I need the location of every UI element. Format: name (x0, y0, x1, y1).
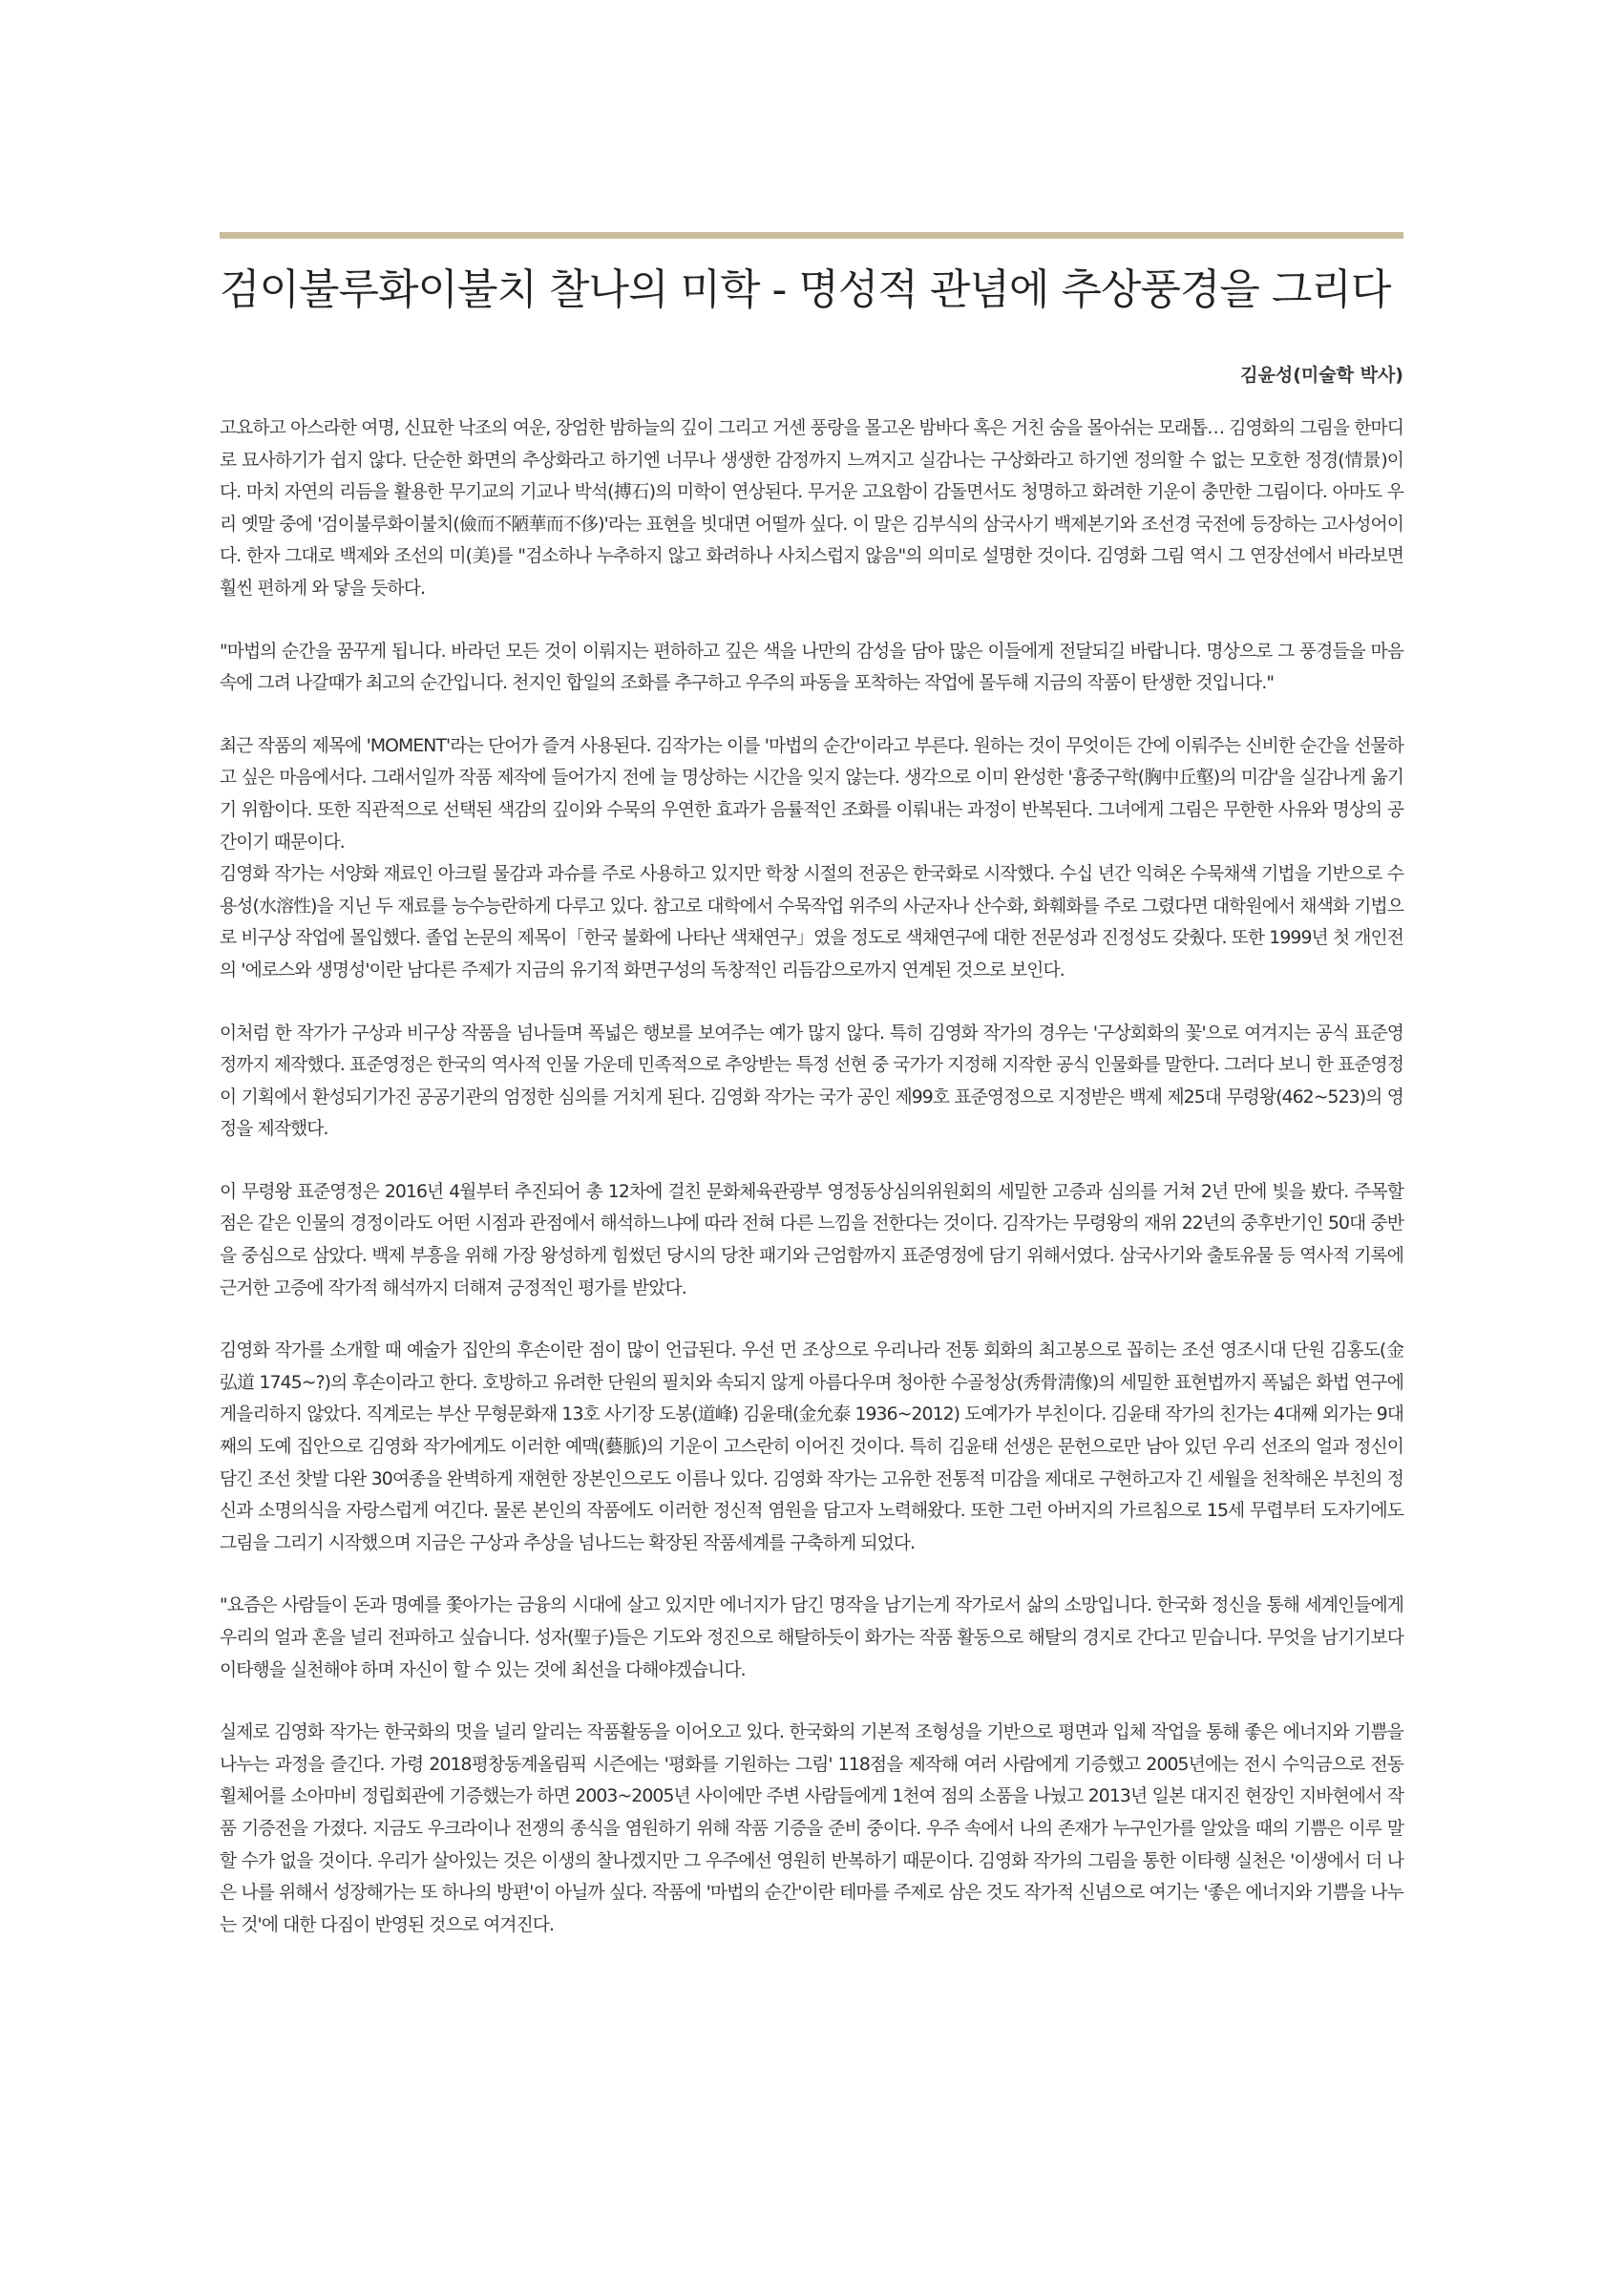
paragraph-7: 김영화 작가를 소개할 때 예술가 집안의 후손이란 점이 많이 언급된다. 우선 먼 조상으로 우리나라 전통 회화의 최고봉으로 꼽히는 조선 영조시대 단원 김홍도(金弘道 1745~?)의 후손이라고 한다. 호방하고 유려한 단원의 필치와 속되지 않게 아름다우며 청아한 수골청상(秀骨淸像)의 세밀한 표현법까지 폭넓은 화법 연구에 게을리하지 않았다. 직계로는 부산 무형문화재 13호 사기장 도봉(道峰) 김윤태(金允泰 1936~2012) 도예가가 부친이다. 김윤태 작가의 친가는 4대째 외가는 9대째의 도예 집안으로 김영화 작가에게도 이러한 예맥(藝脈)의 기운이 고스란히 이어진 것이다. 특히 김윤태 선생은 문헌으로만 남아 있던 우리 선조의 얼과 정신이 담긴 조선 찻발 다완 30여종을 완벽하게 재현한 장본인으로도 이름나 있다. 김영화 작가는 고유한 전통적 미감을 제대로 구현하고자 긴 세월을 천착해온 부친의 정신과 소명의식을 자랑스럽게 여긴다. 물론 본인의 작품에도 이러한 정신적 염원을 담고자 노력해왔다. 또한 그런 아버지의 가르침으로 15세 무렵부터 도자기에도 그림을 그리기 시작했으며 지금은 구상과 추상을 넘나드는 확장된 작품세계를 구축하게 되었다. (220, 1340, 1403, 1553)
paragraph-3: 최근 작품의 제목에 'MOMENT'라는 단어가 즐겨 사용된다. 김작가는 이를 '마법의 순간'이라고 부른다. 원하는 것이 무엇이든 간에 이뤄주는 신비한 순간을 선물하고 싶은 마음에서다. 그래서일까 작품 제작에 들어가지 전에 늘 명상하는 시간을 잊지 않는다. 생각으로 이미 완성한 '흉중구학(胸中丘壑)의 미감'을 실감나게 옮기기 위함이다. 또한 직관적으로 선택된 색감의 깊이와 수묵의 우연한 효과가 음률적인 조화를 이뤄내는 과정이 반복된다. 그녀에게 그림은 무한한 사유와 명상의 공간이기 때문이다. (220, 735, 1403, 853)
article-title: 검이불루화이불치 찰나의 미학 - 명성적 관념에 추상풍경을 그리다 (220, 265, 1391, 314)
title-rule (220, 232, 1403, 239)
paragraph-9: 실제로 김영화 작가는 한국화의 멋을 널리 알리는 작품활동을 이어오고 있다. 한국화의 기본적 조형성을 기반으로 평면과 입체 작업을 통해 좋은 에너지와 기쁨을 나누는 과정을 즐긴다. 가령 2018평창동계올림픽 시즌에는 '평화를 기원하는 그림' 118점을 제작해 여러 사람에게 기증했고 2005년에는 전시 수익금으로 전동 휠체어를 소아마비 정립회관에 기증했는가 하면 2003~2005년 사이에만 주변 사람들에게 1천여 점의 소품을 나눴고 2013년 일본 대지진 현장인 지바현에서 작품 기증전을 가졌다. 지금도 우크라이나 전쟁의 종식을 염원하기 위해 작품 기증을 준비 중이다. 우주 속에서 나의 존재가 누구인가를 알았을 때의 기쁨은 이루 말할 수가 없을 것이다. 우리가 살아있는 것은 이생의 찰나겠지만 그 우주에선 영원히 반복하기 때문이다. 김영화 작가의 그림을 통한 이타행 실천은 '이생에서 더 나은 나를 위해서 성장해가는 또 하나의 방편'이 아닐까 싶다. 작품에 '마법의 순간'이란 테마를 주제로 삼은 것도 작가적 신념으로 여기는 '좋은 에너지와 기쁨을 나누는 것'에 대한 다짐이 반영된 것으로 여겨진다. (220, 1722, 1403, 1935)
paragraph-6: 이 무령왕 표준영정은 2016년 4월부터 추진되어 총 12차에 걸친 문화체육관광부 영정동상심의위원회의 세밀한 고증과 심의를 거쳐 2년 만에 빛을 봤다. 주목할 점은 같은 인물의 경정이라도 어떤 시점과 관점에서 해석하느냐에 따라 전혀 다른 느낌을 전한다는 것이다. 김작가는 무령왕의 재위 22년의 중후반기인 50대 중반을 중심으로 삼았다. 백제 부흥을 위해 가장 왕성하게 힘썼던 당시의 당찬 패기와 근엄함까지 표준영정에 담기 위해서였다. 삼국사기와 출토유물 등 역사적 기록에 근거한 고증에 작가적 해석까지 더해져 긍정적인 평가를 받았다. (220, 1181, 1403, 1298)
paragraph-1: 고요하고 아스라한 여명, 신묘한 낙조의 여운, 장엄한 밤하늘의 깊이 그리고 거센 풍랑을 몰고온 밤바다 혹은 거친 숨을 몰아쉬는 모래톱… 김영화의 그림을 한마디로 묘사하기가 쉽지 않다. 단순한 화면의 추상화라고 하기엔 너무나 생생한 감정까지 느껴지고 실감나는 구상화라고 하기엔 정의할 수 없는 모호한 정경(情景)이다. 마치 자연의 리듬을 활용한 무기교의 기교나 박석(搏石)의 미학이 연상된다. 무거운 고요함이 감돌면서도 청명하고 화려한 기운이 충만한 그림이다. 아마도 우리 옛말 중에 '검이불루화이불치(儉而不陋華而不侈)'라는 표현을 빗대면 어떨까 싶다. 이 말은 김부식의 삼국사기 백제본기와 조선경 국전에 등장하는 고사성어이다. 한자 그대로 백제와 조선의 미(美)를 "검소하나 누추하지 않고 화려하나 사치스럽지 않음"의 의미로 설명한 것이다. 김영화 그림 역시 그 연장선에서 바라보면 훨씬 편하게 와 닿을 듯하다. (220, 418, 1403, 599)
article (220, 232, 1403, 1972)
paragraph-5: 이처럼 한 작가가 구상과 비구상 작품을 넘나들며 폭넓은 행보를 보여주는 예가 많지 않다. 특히 김영화 작가의 경우는 '구상회화의 꽃'으로 여겨지는 공식 표준영정까지 제작했다. 표준영정은 한국의 역사적 인물 가운데 민족적으로 추앙받는 특정 선현 중 국가가 지정해 지작한 공식 인물화를 말한다. 그러다 보니 한 표준영정이 기획에서 환성되기가진 공공기관의 엄정한 심의를 거치게 된다. 김영화 작가는 국가 공인 제99호 표준영정으로 지정받은 백제 제25대 무령왕(462~523)의 영정을 제작했다. (220, 1023, 1403, 1140)
paragraph-2-quote: "마법의 순간을 꿈꾸게 됩니다. 바라던 모든 것이 이뤄지는 편하하고 깊은 색을 나만의 감성을 담아 많은 이들에게 전달되길 바랍니다. 명상으로 그 풍경들을 마음속에 그려 나갈때가 최고의 순간입니다. 천지인 합일의 조화를 추구하고 우주의 파동을 포착하는 작업에 몰두해 지금의 작품이 탄생한 것입니다." (220, 641, 1403, 694)
article-body (220, 412, 1403, 1941)
paragraph-4: 김영화 작가는 서양화 재료인 아크릴 물감과 과슈를 주로 사용하고 있지만 학창 시절의 전공은 한국화로 시작했다. 수십 년간 익혀온 수묵채색 기법을 기반으로 수용성(水溶性)을 지닌 두 재료를 능수능란하게 다루고 있다. 참고로 대학에서 수묵작업 위주의 사군자나 산수화, 화훼화를 주로 그렸다면 대학원에서 채색화 기법으로 비구상 작업에 몰입했다. 졸업 논문의 제목이「한국 불화에 나타난 색채연구」였을 정도로 색채연구에 대한 전문성과 진정성도 갖췄다. 또한 1999년 첫 개인전의 '에로스와 생명성'이란 남다른 주제가 지금의 유기적 화면구성의 독창적인 리듬감으로까지 연계된 것으로 보인다. (220, 864, 1403, 981)
paragraph-8-quote: "요즘은 사람들이 돈과 명예를 쫓아가는 금융의 시대에 살고 있지만 에너지가 담긴 명작을 남기는게 작가로서 삶의 소망입니다. 한국화 정신을 통해 세계인들에게 우리의 얼과 혼을 널리 전파하고 싶습니다. 성자(聖子)들은 기도와 정진으로 해탈하듯이 화가는 작품 활동으로 해탈의 경지로 간다고 믿습니다. 무엇을 남기기보다 이타행을 실천해야 하며 자신이 할 수 있는 것에 최선을 다해야겠습니다. (220, 1595, 1403, 1680)
article-author: 김윤성(미술학 박사) (1240, 365, 1403, 386)
